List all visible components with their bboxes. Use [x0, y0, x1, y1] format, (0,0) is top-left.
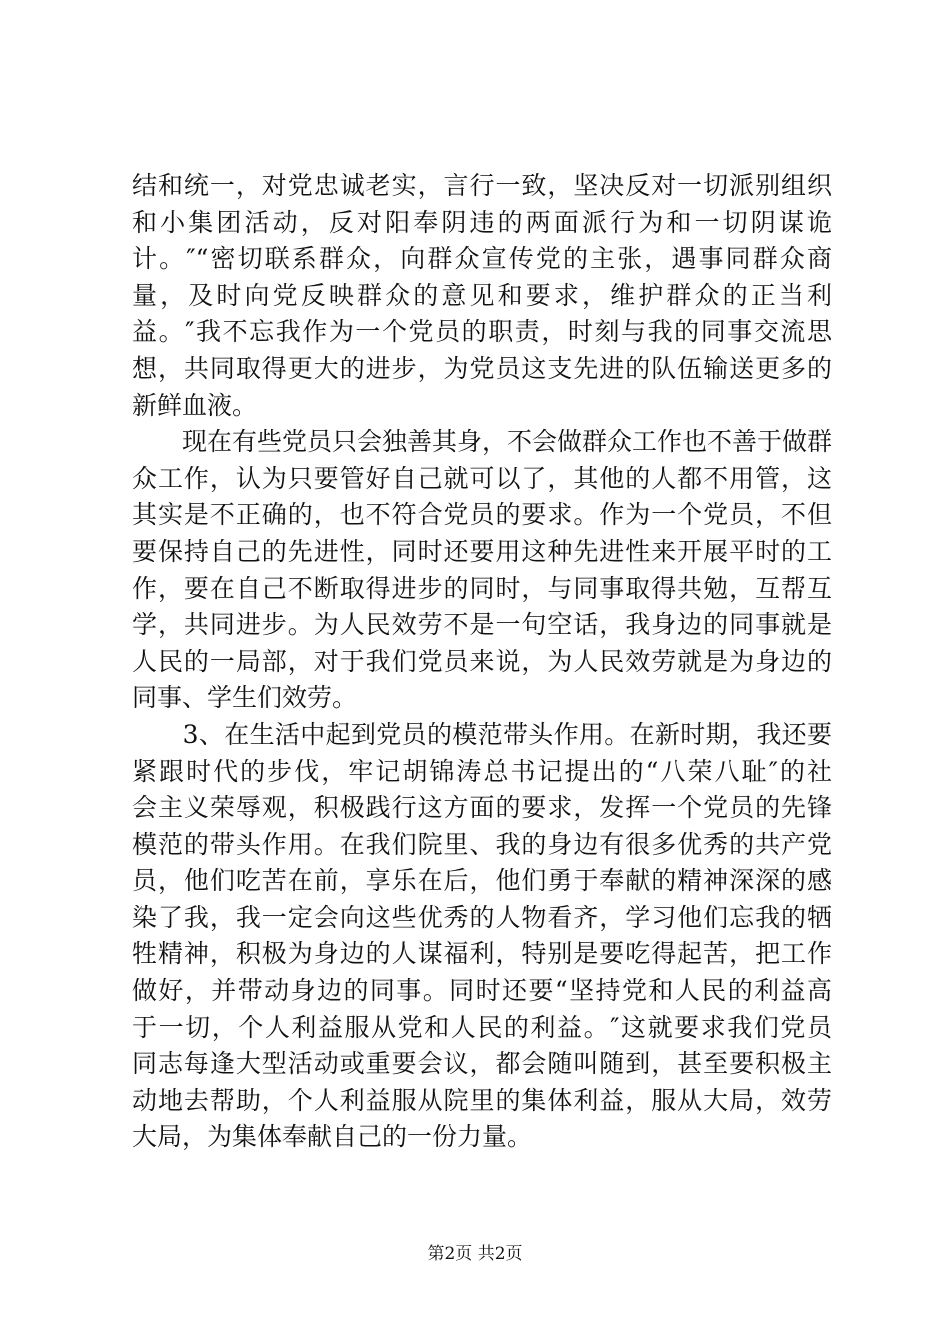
text-line: 现在有些党员只会独善其身，不会做群众工作也不善于做群	[132, 427, 833, 457]
text-line: 模范的带头作用。在我们院里、我的身边有很多优秀的共产党	[132, 829, 832, 859]
text-line: 想，共同取得更大的进步，为党员这支先进的队伍输送更多的	[132, 353, 832, 383]
text-line: 量，及时向党反映群众的意见和要求，维护群众的正当利	[132, 280, 832, 310]
text-line: 众工作，认为只要管好自己就可以了，其他的人都不用管，这	[132, 463, 832, 493]
text-line: 同事、学生们效劳。	[132, 683, 358, 713]
text-line: 同志每逢大型活动或重要会议，都会随叫随到，甚至要积极主	[132, 1049, 832, 1079]
text-line: 紧跟时代的步伐，牢记胡锦涛总书记提出的“八荣八耻″的社	[132, 756, 832, 786]
text-line: 新鲜血液。	[132, 390, 258, 420]
text-line: 其实是不正确的，也不符合党员的要求。作为一个党员，不但	[132, 500, 832, 530]
text-line: 牲精神，积极为身边的人谋福利，特别是要吃得起苦，把工作	[132, 939, 832, 969]
text-line: 学，共同进步。为人民效劳不是一句空话，我身边的同事就是	[132, 610, 832, 640]
text-line: 作，要在自己不断取得进步的同时，与同事取得共勉，互帮互	[132, 573, 832, 603]
text-line: 计。″“密切联系群众，向群众宣传党的主张，遇事同群众商	[132, 244, 832, 274]
text-line: 要保持自己的先进性，同时还要用这种先进性来开展平时的工	[132, 536, 832, 566]
text-line: 员，他们吃苦在前，享乐在后，他们勇于奉献的精神深深的感	[132, 866, 832, 896]
body-text	[132, 168, 832, 1156]
text-line: 动地去帮助，个人利益服从院里的集体利益，服从大局，效劳	[132, 1085, 832, 1115]
text-line: 于一切，个人利益服从党和人民的利益。″这就要求我们党员	[132, 1012, 832, 1042]
text-line: 染了我，我一定会向这些优秀的人物看齐，学习他们忘我的牺	[132, 902, 832, 932]
text-line: 大局，为集体奉献自己的一份力量。	[132, 1122, 533, 1152]
text-line: 做好，并带动身边的同事。同时还要“坚持党和人民的利益高	[132, 976, 832, 1006]
page-footer: 第2页 共2页	[427, 1244, 523, 1264]
text-line: 结和统一，对党忠诚老实，言行一致，坚决反对一切派别组织	[132, 171, 832, 200]
text-line: 会主义荣辱观，积极践行这方面的要求，发挥一个党员的先锋	[132, 793, 832, 823]
text-line: 益。″我不忘我作为一个党员的职责，时刻与我的同事交流思	[132, 317, 832, 347]
text-line: 和小集团活动，反对阳奉阴违的两面派行为和一切阴谋诡	[132, 207, 832, 237]
text-line: 人民的一局部，对于我们党员来说，为人民效劳就是为身边的	[132, 646, 832, 676]
text-line: 3、在生活中起到党员的模范带头作用。在新时期，我还要	[132, 719, 832, 749]
